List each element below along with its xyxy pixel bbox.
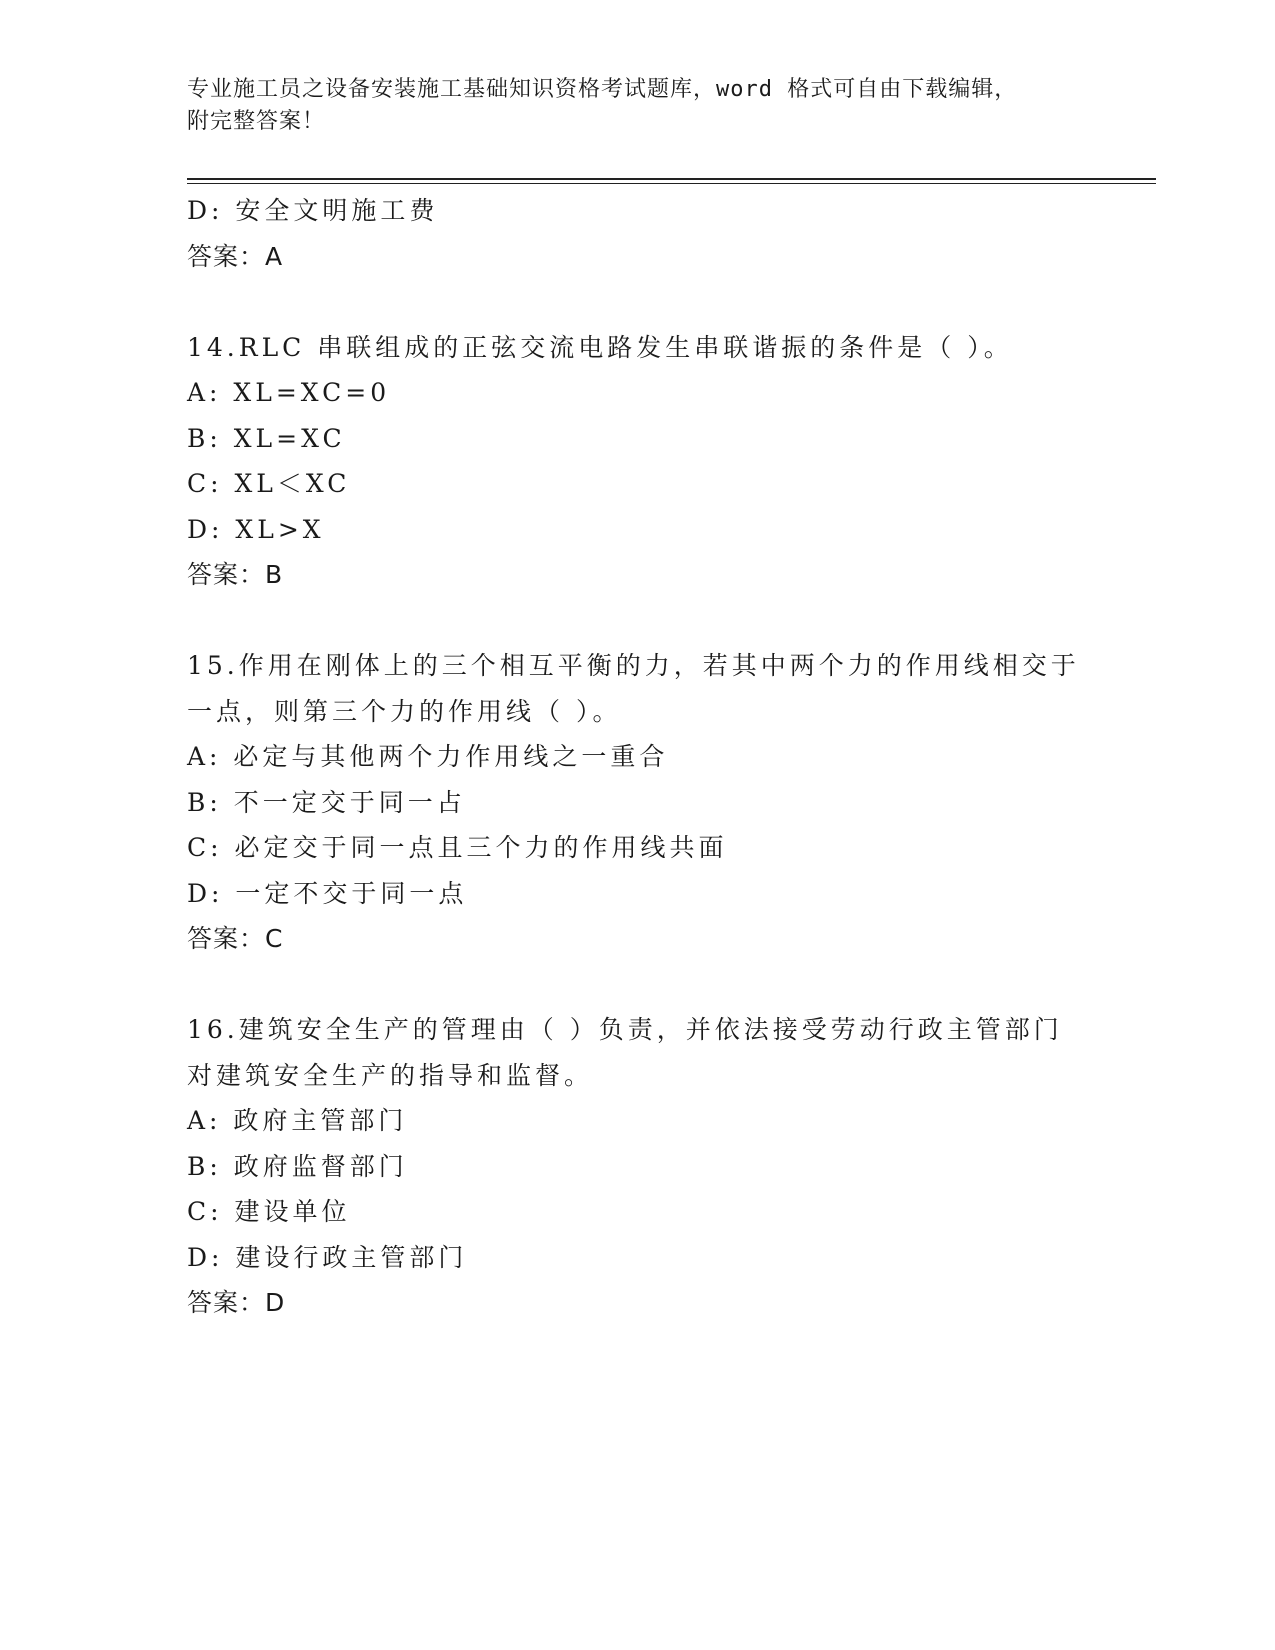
header-line-2: 附完整答案！ [187, 109, 326, 134]
option-d: D: 建设行政主管部门 [187, 1242, 468, 1272]
header-line-1: 专业施工员之设备安装施工基础知识资格考试题库，word 格式可自由下载编辑， [187, 77, 1018, 102]
spacer [187, 279, 1087, 325]
question-15 [187, 643, 1087, 962]
option-b: B: XL=XC [187, 423, 346, 453]
header-divider-thick [187, 178, 1156, 180]
spacer [187, 598, 1087, 644]
question-stem-line-2: 一点，则第三个力的作用线（ ）。 [187, 696, 622, 726]
answer: 答案：B [187, 560, 284, 589]
header-divider-thin [187, 183, 1156, 184]
question-stem-line-1: 16.建筑安全生产的管理由（ ）负责，并依法接受劳动行政主管部门 [187, 1015, 1063, 1044]
document-header [187, 74, 1087, 138]
prev-answer: 答案：A [187, 241, 284, 271]
answer: 答案：C [187, 924, 284, 953]
prev-option-d: D: 安全文明施工费 [187, 196, 439, 225]
option-b: B: 政府监督部门 [187, 1151, 408, 1181]
question-stem: 14.RLC 串联组成的正弦交流电路发生串联谐振的条件是（ ）。 [187, 332, 1013, 362]
question-16 [187, 1007, 1087, 1326]
option-c: C: 建设单位 [187, 1197, 351, 1226]
option-b: B: 不一定交于同一占 [187, 787, 466, 817]
question-14 [187, 325, 1087, 598]
option-a: A: 必定与其他两个力作用线之一重合 [187, 742, 669, 771]
option-a: A: 政府主管部门 [187, 1106, 408, 1135]
question-stem-line-1: 15.作用在刚体上的三个相互平衡的力，若其中两个力的作用线相交于 [187, 651, 1080, 680]
answer: 答案：D [187, 1288, 286, 1317]
question-stem-line-2: 对建筑安全生产的指导和监督。 [187, 1060, 594, 1090]
option-a: A: XL=XC=0 [187, 378, 391, 407]
document-body [187, 188, 1087, 1326]
option-c: C: 必定交于同一点且三个力的作用线共面 [187, 833, 728, 862]
spacer [187, 962, 1087, 1008]
option-d: D: XL>X [187, 514, 325, 544]
option-c: C: XL＜XC [187, 469, 351, 498]
option-d: D: 一定不交于同一点 [187, 878, 468, 908]
